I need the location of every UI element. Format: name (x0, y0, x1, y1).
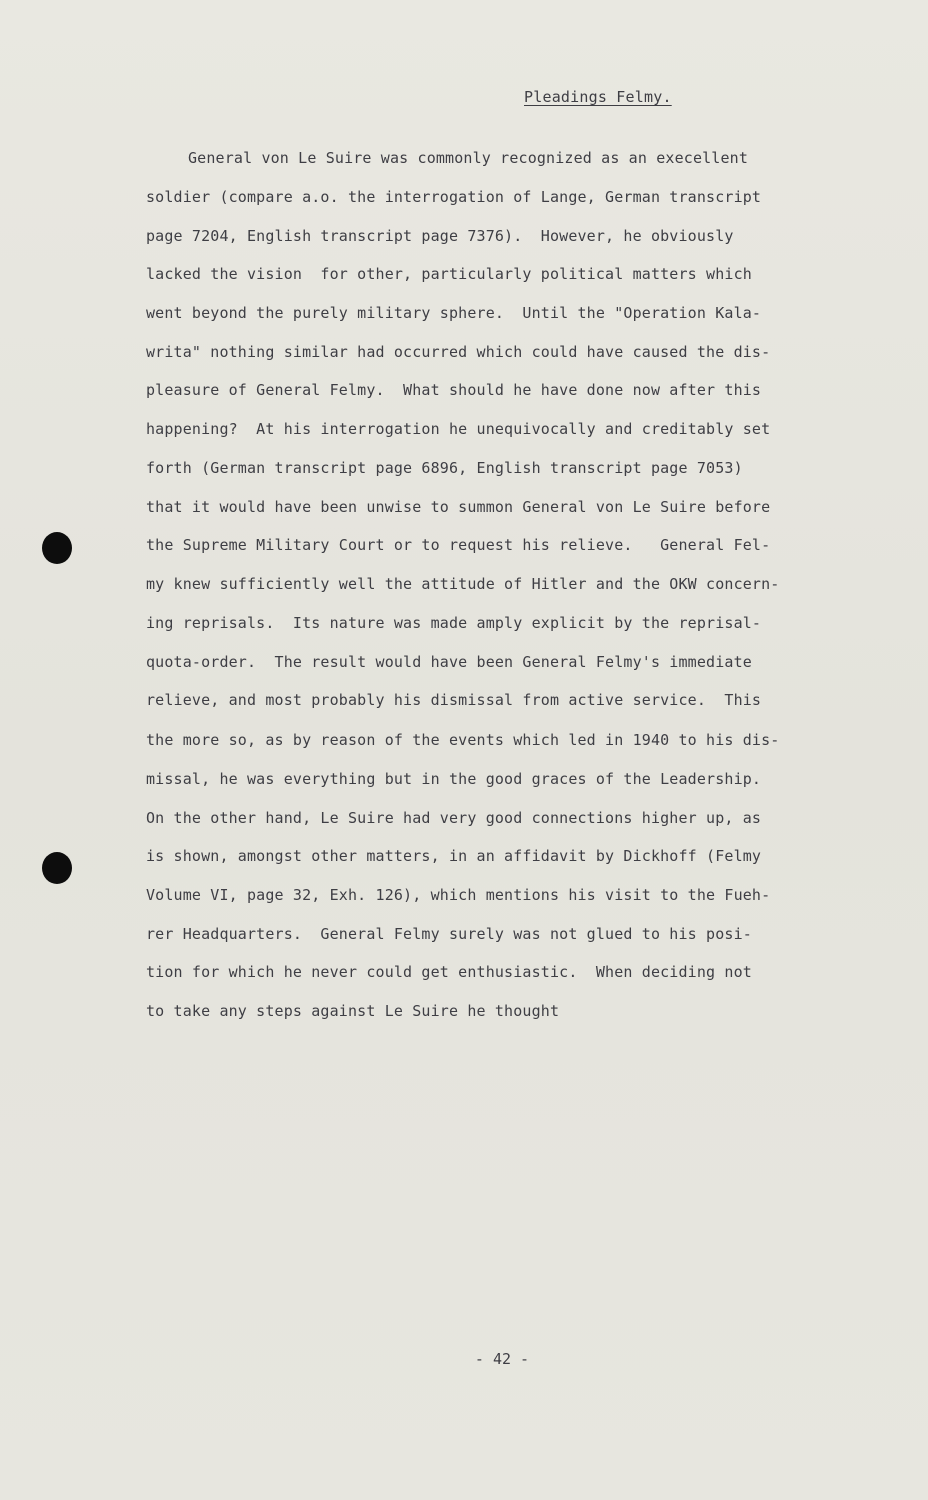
text-line: to take any steps against Le Suire he thought (146, 1002, 560, 1020)
page-header: Pleadings Felmy. (524, 88, 672, 106)
text-line: happening? At his interrogation he unequivocally and creditably set (146, 420, 771, 438)
text-line: is shown, amongst other matters, in an affidavit by Dickhoff (Felmy (146, 847, 762, 865)
text-line: lacked the vision for other, particularly political matters which (146, 265, 752, 283)
page-number: - 42 - (474, 1350, 530, 1368)
text-line: writa" nothing similar had occurred which could have caused the dis- (146, 343, 771, 361)
text-line: Volume VI, page 32, Exh. 126), which mentions his visit to the Fueh- (146, 886, 771, 904)
text-line: forth (German transcript page 6896, English transcript page 7053) (146, 459, 743, 477)
text-line: that it would have been unwise to summon General von Le Suire before (146, 498, 771, 516)
text-line: the Supreme Military Court or to request his relieve. General Fel- (146, 536, 771, 554)
text-line: tion for which he never could get enthusiastic. When deciding not (146, 963, 752, 981)
text-line: pleasure of General Felmy. What should he have done now after this (146, 381, 762, 399)
text-line: soldier (compare a.o. the interrogation of Lange, German transcript (146, 188, 762, 206)
punch-hole-top (42, 532, 72, 564)
text-line: relieve, and most probably his dismissal from active service. This (146, 691, 762, 709)
text-line: quota-order. The result would have been General Felmy's immediate (146, 653, 752, 671)
text-line: ing reprisals. Its nature was made amply explicit by the reprisal- (146, 614, 762, 632)
punch-hole-bottom (42, 852, 72, 884)
text-line: On the other hand, Le Suire had very good connections higher up, as (146, 809, 762, 827)
text-line: page 7204, English transcript page 7376). However, he obviously (146, 227, 734, 245)
text-line: rer Headquarters. General Felmy surely was not glued to his posi- (146, 925, 752, 943)
text-line: General von Le Suire was commonly recognized as an execellent (188, 149, 749, 167)
text-line: my knew sufficiently well the attitude of Hitler and the OKW concern- (146, 575, 780, 593)
text-line: the more so, as by reason of the events which led in 1940 to his dis- (146, 731, 780, 749)
text-line: went beyond the purely military sphere. Until the "Operation Kala- (146, 304, 762, 322)
text-line: missal, he was everything but in the good graces of the Leadership. (146, 770, 762, 788)
